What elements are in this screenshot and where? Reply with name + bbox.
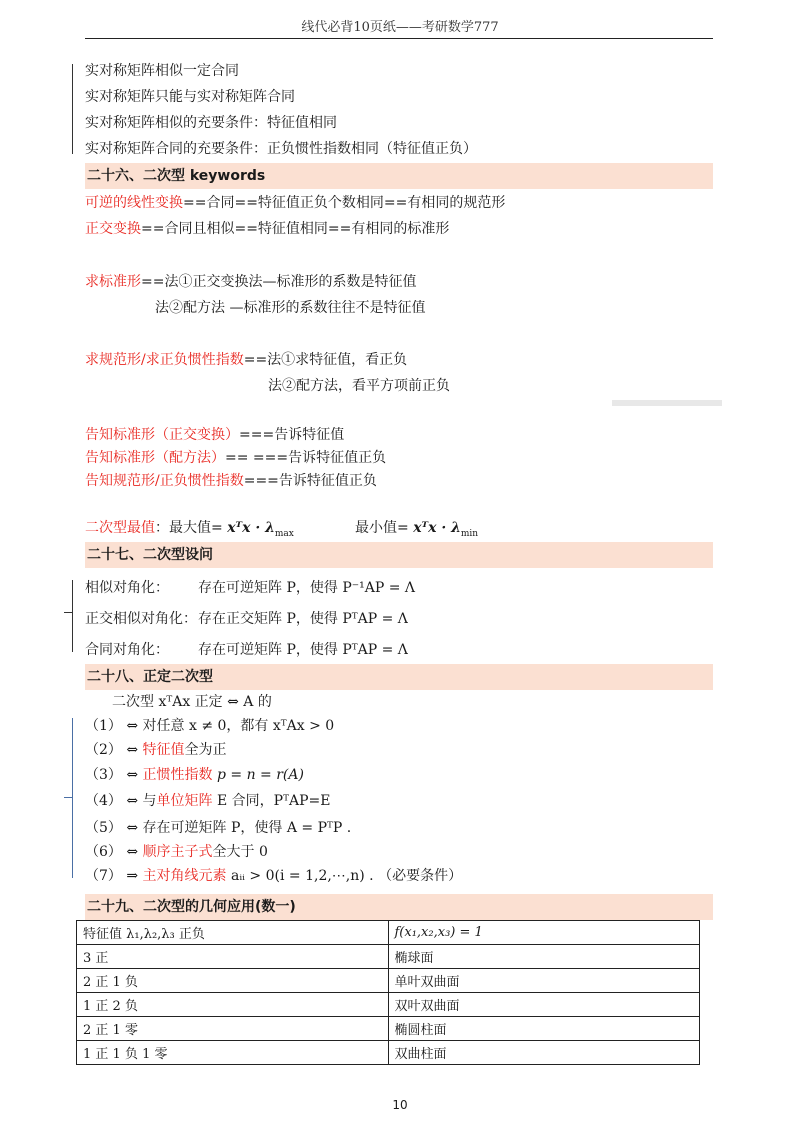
orthogonal-transform-label: 正交变换 [85,221,141,237]
min-formula: xᵀx · λ [413,520,461,536]
table-cell-sign: 3 正 [77,945,389,969]
faint-mark [612,400,722,406]
keyword-line-orthogonal [85,219,449,239]
brace-left [72,64,79,154]
condition-3 [85,765,304,785]
congruent-diag-text: 存在可逆矩阵 P，使得 PᵀAP = Λ [198,642,408,658]
condition-2-suffix: 全为正 [184,742,227,758]
table-cell-surface: 双叶双曲面 [388,993,700,1017]
condition-7 [85,866,462,886]
min-value [355,518,478,544]
table-cell-surface: 椭球面 [388,945,700,969]
page-number: 10 [392,1098,408,1112]
invertible-transform-rest: ==合同==特征值正负个数相同==有相同的规范形 [183,195,506,211]
max-subscript: max [274,528,294,539]
max-formula: xᵀx · λ [227,520,275,536]
section-28-heading: 二十八、正定二次型 [85,664,713,690]
section-29-heading: 二十九、二次型的几何应用(数一) [85,894,713,920]
orthogonal-diag-text: 存在正交矩阵 P，使得 PᵀAP = Λ [198,611,408,627]
table-row [77,969,700,993]
condition-6 [85,842,268,862]
orthogonal-transform-rest: ==合同且相似==特征值相同==有相同的标准形 [141,221,450,237]
header-rule [85,38,713,39]
condition-6-keyword: 顺序主子式 [142,844,213,860]
keyword-line-invertible [85,193,505,213]
standard-form-method-1: ==法①正交变换法—标准形的系数是特征值 [141,274,417,290]
invertible-transform-label: 可逆的线性变换 [85,195,183,211]
table-header-function: f(x₁,x₂,x₃) = 1 [388,921,700,945]
told-line-2-rest: == ===告诉特征值正负 [225,450,387,466]
condition-2-keyword: 特征值 [142,742,185,758]
condition-5-text: （5） ⇔ 存在可逆矩阵 P，使得 A = PᵀP . [85,820,352,836]
condition-5 [85,818,351,838]
congruence-line-4: 实对称矩阵合同的充要条件：正负惯性指数相同（特征值正负） [85,141,477,157]
condition-6-prefix: （6） ⇔ [85,844,143,860]
congruence-line-2: 实对称矩阵只能与实对称矩阵合同 [85,89,295,105]
condition-1-text: （1） ⇔ 对任意 x ≠ 0，都有 xᵀAx > 0 [85,718,335,734]
table-row [77,993,700,1017]
section-26-heading: 二十六、二次型 keywords [85,163,713,189]
brace-tick-blue [64,797,72,798]
told-line-2 [85,448,386,468]
extreme-value-line [85,518,294,544]
condition-3-keyword: 正惯性指数 [142,767,213,783]
table-row [77,1041,700,1065]
condition-6-suffix: 全大于 0 [212,844,268,860]
extreme-value-label: 二次型最值 [85,520,155,536]
brace-section-27 [72,580,79,652]
table-cell-surface: 单叶双曲面 [388,969,700,993]
brace-tick [64,612,72,613]
brace-section-28 [72,718,79,878]
table-row [77,1017,700,1041]
told-line-3 [85,471,377,491]
min-label: 最小值= [355,520,414,536]
normal-form-label: 求规范形/求正负惯性指数 [85,352,244,368]
told-standard-completing-square: 告知标准形（配方法） [85,450,225,466]
similar-diag-text: 存在可逆矩阵 P，使得 P⁻¹AP = Λ [198,580,416,596]
table-cell-sign: 1 正 1 负 1 零 [77,1041,389,1065]
condition-7-suffix: aᵢᵢ > 0(i = 1,2,⋯,n) . （必要条件） [226,868,463,884]
condition-3-prefix: （3） ⇔ [85,767,143,783]
table-row [77,945,700,969]
table-header-eigen: 特征值 λ₁,λ₂,λ₃ 正负 [77,921,389,945]
positive-definite-intro: 二次型 xᵀAx 正定 ⇔ A 的 [112,694,272,710]
table-header-row [77,921,700,945]
table-cell-surface: 双曲柱面 [388,1041,700,1065]
normal-form-method-2: 法②配方法，看平方项前正负 [268,378,450,394]
condition-4-suffix: E 合同，PᵀAP=E [212,793,331,809]
normal-form-method-1: ==法①求特征值，看正负 [243,352,408,368]
told-line-3-rest: ===告诉特征值正负 [243,473,377,489]
max-label: ：最大值= [155,520,228,536]
told-standard-orthogonal: 告知标准形（正交变换） [85,427,239,443]
condition-7-keyword: 主对角线元素 [142,868,227,884]
condition-2-prefix: （2） ⇔ [85,742,143,758]
standard-form-method-2: 法②配方法 —标准形的系数往往不是特征值 [155,300,426,316]
similar-diag-label: 相似对角化： [85,580,169,596]
told-normal-form: 告知规范形/正负惯性指数 [85,473,244,489]
orthogonal-diag-label: 正交相似对角化： [85,611,197,627]
geometry-table [76,920,700,1065]
told-line-1 [85,425,344,445]
min-subscript: min [460,528,479,539]
congruence-line-3: 实对称矩阵相似的充要条件：特征值相同 [85,115,337,131]
normal-form-line-1 [85,350,407,370]
condition-4-keyword: 单位矩阵 [156,793,213,809]
congruent-diag-label: 合同对角化： [85,642,169,658]
told-line-1-rest: ===告诉特征值 [239,427,345,443]
condition-4-prefix: （4） ⇔ 与 [85,793,157,809]
condition-3-suffix: p = n = r(A) [212,767,304,783]
page-header-title: 线代必背10页纸——考研数学777 [301,20,499,35]
standard-form-label: 求标准形 [85,274,141,290]
section-27-heading: 二十七、二次型设问 [85,542,713,568]
table-cell-sign: 2 正 1 零 [77,1017,389,1041]
table-cell-sign: 2 正 1 负 [77,969,389,993]
condition-2 [85,740,227,760]
condition-7-prefix: （7） ⇒ [85,868,143,884]
congruence-line-1: 实对称矩阵相似一定合同 [85,63,239,79]
standard-form-line-1 [85,272,416,292]
condition-1 [85,716,334,736]
condition-4 [85,791,330,811]
table-cell-surface: 椭圆柱面 [388,1017,700,1041]
table-cell-sign: 1 正 2 负 [77,993,389,1017]
